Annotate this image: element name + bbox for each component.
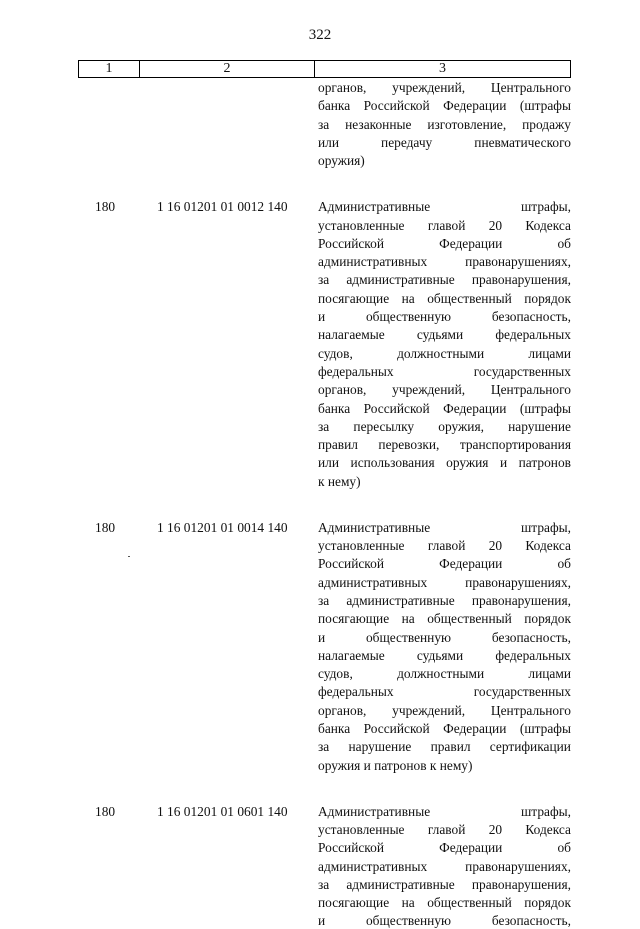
description-line: оружия и патронов к нему) bbox=[318, 757, 473, 773]
description-line: федеральных государственных bbox=[318, 684, 571, 700]
description-line: установленные главой 20 Кодекса bbox=[318, 821, 571, 837]
description-line: и общественную безопасность, bbox=[318, 309, 571, 324]
description-line: судов, должностными лицами bbox=[318, 345, 571, 361]
row-code: 1 16 01201 01 0014 140 bbox=[157, 519, 288, 535]
description-line: Российской Федерации об bbox=[318, 556, 571, 572]
description-line: Российской Федерации об bbox=[318, 235, 571, 251]
row-number: 180 bbox=[95, 519, 116, 535]
column-header-1: 1 bbox=[105, 61, 113, 76]
description-line: правил перевозки, транспортирования bbox=[318, 437, 571, 453]
description-line: Административные штрафы, bbox=[318, 199, 571, 215]
scan-artifact bbox=[128, 556, 130, 557]
description-line: установленные главой 20 Кодекса bbox=[318, 538, 571, 553]
row-code: 1 16 01201 01 0012 140 bbox=[157, 199, 288, 215]
description-line: административных правонарушениях, bbox=[318, 574, 571, 590]
description-line: посягающие на общественный порядок bbox=[318, 611, 571, 627]
description-line: Административные штрафы, bbox=[318, 519, 571, 535]
row-number: 180 bbox=[95, 199, 116, 215]
description-line: налагаемые судьями федеральных bbox=[318, 327, 571, 343]
description-line: оружия) bbox=[318, 153, 365, 169]
table-column-header bbox=[78, 60, 571, 78]
description-line: банка Российской Федерации (штрафы bbox=[318, 400, 571, 416]
description-line: и общественную безопасность, bbox=[318, 629, 571, 645]
description-line: налагаемые судьями федеральных bbox=[318, 647, 571, 663]
description-line: банка Российской Федерации (штрафы bbox=[318, 721, 571, 736]
column-header-3: 3 bbox=[314, 61, 570, 77]
description-line: органов, учреждений, Центрального bbox=[318, 382, 571, 398]
description-line: за пересылку оружия, нарушение bbox=[318, 418, 571, 434]
description-line: к нему) bbox=[318, 473, 361, 489]
row-number: 180 bbox=[95, 803, 116, 819]
description-line: органов, учреждений, Центрального bbox=[318, 80, 571, 95]
column-header-2: 2 bbox=[139, 61, 314, 77]
description-line: за административные правонарушения, bbox=[318, 876, 571, 892]
description-line: за административные правонарушения, bbox=[318, 592, 571, 608]
description-line: за незаконные изготовление, продажу bbox=[318, 116, 571, 132]
description-line: посягающие на общественный порядок bbox=[318, 895, 571, 911]
description-line: административных правонарушениях, bbox=[318, 254, 571, 270]
row-code: 1 16 01201 01 0601 140 bbox=[157, 803, 288, 819]
description-line: банка Российской Федерации (штрафы bbox=[318, 98, 571, 114]
description-line: или использования оружия и патронов bbox=[318, 455, 571, 471]
description-line: органов, учреждений, Центрального bbox=[318, 702, 571, 718]
description-line: административных правонарушениях, bbox=[318, 858, 571, 874]
description-line: или передачу пневматического bbox=[318, 134, 571, 150]
page-number: 322 bbox=[308, 27, 332, 43]
description-line: федеральных государственных bbox=[318, 363, 571, 379]
description-line: судов, должностными лицами bbox=[318, 666, 571, 682]
description-line: за нарушение правил сертификации bbox=[318, 739, 571, 755]
description-line: посягающие на общественный порядок bbox=[318, 290, 571, 306]
description-line: Административные штрафы, bbox=[318, 803, 571, 819]
description-line: установленные главой 20 Кодекса bbox=[318, 217, 571, 233]
description-line: и общественную безопасность, bbox=[318, 913, 571, 929]
description-line: Российской Федерации об bbox=[318, 840, 571, 856]
description-line: за административные правонарушения, bbox=[318, 272, 571, 288]
